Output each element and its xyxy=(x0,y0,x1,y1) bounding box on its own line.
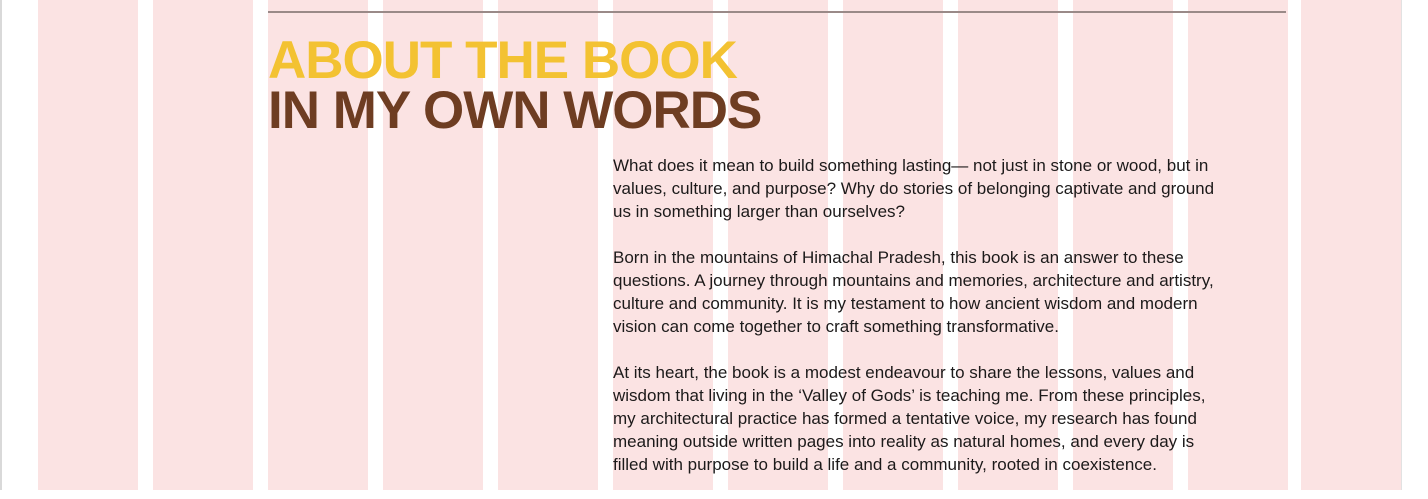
grid-column xyxy=(38,0,138,490)
top-divider xyxy=(268,11,1286,13)
paragraph-intro: What does it mean to build something lasting— not just in stone or wood, but in values, culture, and purpose? Why do stories of belonging captivate and ground us in something larger than ourselves? xyxy=(613,156,1215,221)
paragraph-origin: Born in the mountains of Himachal Pradesh, this book is an answer to these questions. A journey through mountains and memories, architecture and artistry, culture and community. It is my testament to how ancient wisdom and modern vision can come together to craft something transformative. xyxy=(613,248,1214,336)
section-title-accent: ABOUT THE BOOK xyxy=(268,31,737,90)
paragraph-heart: At its heart, the book is a modest endeavour to share the lessons, values and wisdom that living in the ‘Valley of Gods’ is teaching me. From these principles, my architectural practice has formed a tentative voice, my research has found meaning outside written pages into reality as natural homes, and every day is filled with purpose to build a life and a community, rooted in coexistence. xyxy=(613,363,1206,474)
body-copy xyxy=(613,154,1273,499)
section-title: IN MY OWN WORDS xyxy=(268,81,762,140)
grid-column xyxy=(1301,0,1401,490)
grid-column xyxy=(153,0,253,490)
frame-edge-right xyxy=(1401,0,1402,490)
frame-edge-left xyxy=(0,0,2,490)
